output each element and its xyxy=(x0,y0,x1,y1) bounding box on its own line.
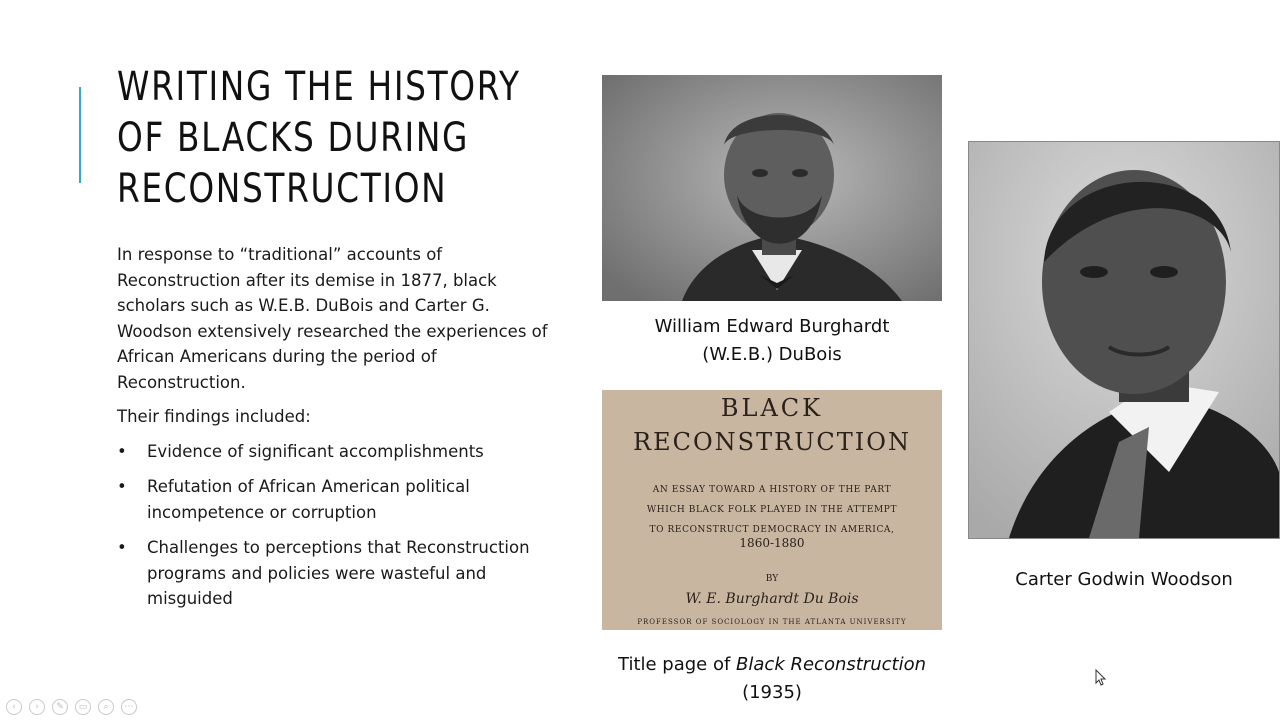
dubois-portrait-drawing xyxy=(602,75,942,301)
book-author: W. E. Burghardt Du Bois xyxy=(685,591,859,607)
bullet-text: Refutation of African American political incompetence or corruption xyxy=(147,477,470,522)
book-title-line2: RECONSTRUCTION xyxy=(633,428,911,456)
bullet-marker: • xyxy=(117,477,127,496)
book-by: BY xyxy=(765,574,779,584)
intro-paragraph: In response to “traditional” accounts of Reconstruction after its demise in 1877, black scholars such as W.E.B. DuBois and Carter G. Woodson extensively researched the experiences of African Americans during the period of Reconstruction. xyxy=(117,245,548,392)
slide-body xyxy=(117,242,557,622)
book-caption-line1 xyxy=(590,651,954,679)
list-item xyxy=(117,474,557,525)
list-item xyxy=(117,535,557,612)
book-affiliation: PROFESSOR OF SOCIOLOGY IN THE ATLANTA UNIVERSITY xyxy=(637,618,907,626)
slide-title-text: WRITING THE HISTORY OF BLACKS DURING RECONSTRUCTION xyxy=(117,64,521,212)
book-years: 1860-1880 xyxy=(739,536,805,550)
mouse-cursor-icon xyxy=(1095,669,1107,687)
book-caption-year: (1935) xyxy=(742,682,802,703)
book-caption-title: Black Reconstruction xyxy=(736,654,926,675)
bullet-text: Evidence of significant accomplishments xyxy=(147,441,484,461)
dubois-caption-line1: William Edward Burghardt xyxy=(654,316,890,337)
bullet-text: Challenges to perceptions that Reconstruction programs and policies were wasteful and misguided xyxy=(147,538,530,608)
book-subtitle-line3: TO RECONSTRUCT DEMOCRACY IN AMERICA, xyxy=(649,525,895,535)
dubois-caption xyxy=(602,313,942,369)
book-caption xyxy=(590,651,954,707)
book-subtitle xyxy=(602,480,942,540)
slides-icon[interactable]: ▭ xyxy=(75,699,91,715)
book-title-page xyxy=(602,390,942,630)
book-subtitle-line2: WHICH BLACK FOLK PLAYED IN THE ATTEMPT xyxy=(646,505,898,515)
book-caption-prefix: Title page of xyxy=(618,654,737,675)
slide-title xyxy=(117,62,521,215)
woodson-portrait xyxy=(968,141,1280,539)
next-icon[interactable]: › xyxy=(29,699,45,715)
bullet-marker: • xyxy=(117,538,127,557)
dubois-portrait xyxy=(602,75,942,301)
findings-intro: Their findings included: xyxy=(117,407,311,426)
zoom-icon[interactable]: ⌕ xyxy=(98,699,114,715)
list-item xyxy=(117,439,557,465)
bullet-marker: • xyxy=(117,441,127,461)
accent-bar xyxy=(79,87,81,183)
book-title-line1: BLACK xyxy=(720,394,824,422)
woodson-caption: Carter Godwin Woodson xyxy=(1015,569,1233,590)
book-subtitle-line1: AN ESSAY TOWARD A HISTORY OF THE PART xyxy=(652,485,892,495)
findings-list xyxy=(117,439,557,612)
woodson-portrait-drawing xyxy=(969,142,1279,538)
previous-icon[interactable]: ‹ xyxy=(6,699,22,715)
more-icon[interactable]: ⋯ xyxy=(121,699,137,715)
dubois-caption-line2: (W.E.B.) DuBois xyxy=(702,344,842,365)
pen-icon[interactable]: ✎ xyxy=(52,699,68,715)
